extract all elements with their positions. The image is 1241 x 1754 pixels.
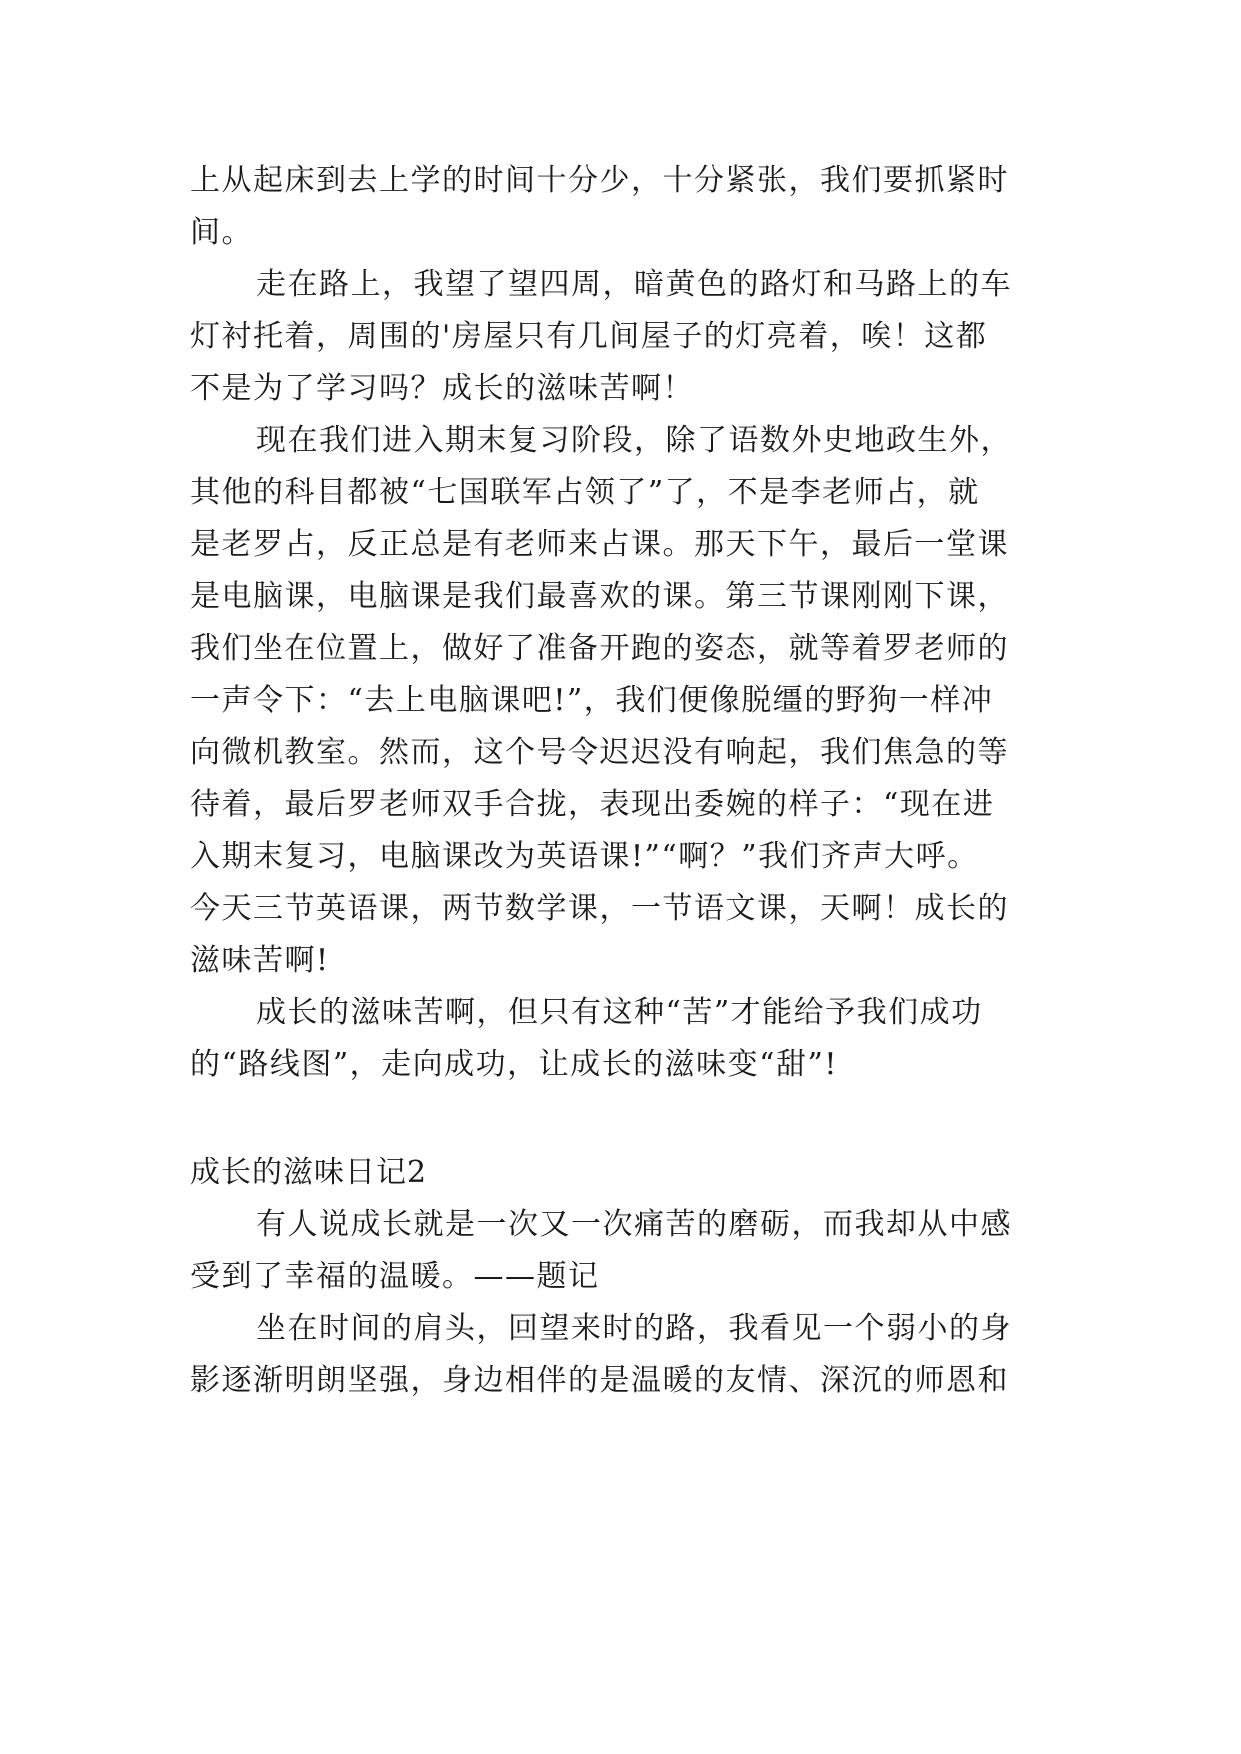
section-spacer — [190, 1091, 1050, 1147]
text-line: 的“路线图”，走向成功，让成长的滋味变“甜”! — [190, 1047, 838, 1082]
text-line: 成长的滋味苦啊，但只有这种“苦”才能给予我们成功 — [256, 995, 983, 1030]
paragraph — [190, 155, 1050, 259]
section-title: 成长的滋味日记2 — [190, 1155, 428, 1190]
text-line: 灯衬托着，周围的'房屋只有几间屋子的灯亮着，唉！这都 — [190, 319, 988, 354]
text-line: 不是为了学习吗？成长的滋味苦啊！ — [190, 371, 694, 406]
text-line: 间。 — [190, 215, 253, 250]
text-line: 我们坐在位置上，做好了准备开跑的姿态，就等着罗老师的 — [190, 631, 1009, 666]
text-line: 现在我们进入期末复习阶段，除了语数外史地政生外， — [256, 423, 1012, 458]
paragraph — [190, 987, 1050, 1091]
text-line: 向微机教室。然而，这个号令迟迟没有响起，我们焦急的等 — [190, 735, 1009, 770]
text-line: 受到了幸福的温暖。——题记 — [190, 1259, 600, 1294]
text-line: 滋味苦啊! — [190, 943, 330, 978]
text-line: 有人说成长就是一次又一次痛苦的磨砺，而我却从中感 — [256, 1207, 1012, 1242]
document-body — [190, 155, 1050, 1407]
paragraph — [190, 1303, 1050, 1407]
text-line: 影逐渐明朗坚强，身边相伴的是温暖的友情、深沉的师恩和 — [190, 1363, 1009, 1398]
paragraph — [190, 415, 1050, 987]
text-line: 待着，最后罗老师双手合拢，表现出委婉的样子：“现在进 — [190, 787, 995, 822]
text-line: 上从起床到去上学的时间十分少，十分紧张，我们要抓紧时 — [190, 163, 1009, 198]
paragraph — [190, 259, 1050, 415]
text-line: 是老罗占，反正总是有老师来占课。那天下午，最后一堂课 — [190, 527, 1009, 562]
text-line: 是电脑课，电脑课是我们最喜欢的课。第三节课刚刚下课， — [190, 579, 1009, 614]
text-line: 今天三节英语课，两节数学课，一节语文课，天啊！成长的 — [190, 891, 1009, 926]
text-line: 走在路上，我望了望四周，暗黄色的路灯和马路上的车 — [256, 267, 1012, 302]
paragraph — [190, 1199, 1050, 1303]
text-line: 入期末复习，电脑课改为英语课!”“啊？”我们齐声大呼。 — [190, 839, 979, 874]
text-line: 一声令下：“去上电脑课吧!”，我们便像脱缰的野狗一样冲 — [190, 683, 994, 718]
text-line: 坐在时间的肩头，回望来时的路，我看见一个弱小的身 — [256, 1311, 1012, 1346]
text-line: 其他的科目都被“七国联军占领了”了，不是李老师占，就 — [190, 475, 980, 510]
